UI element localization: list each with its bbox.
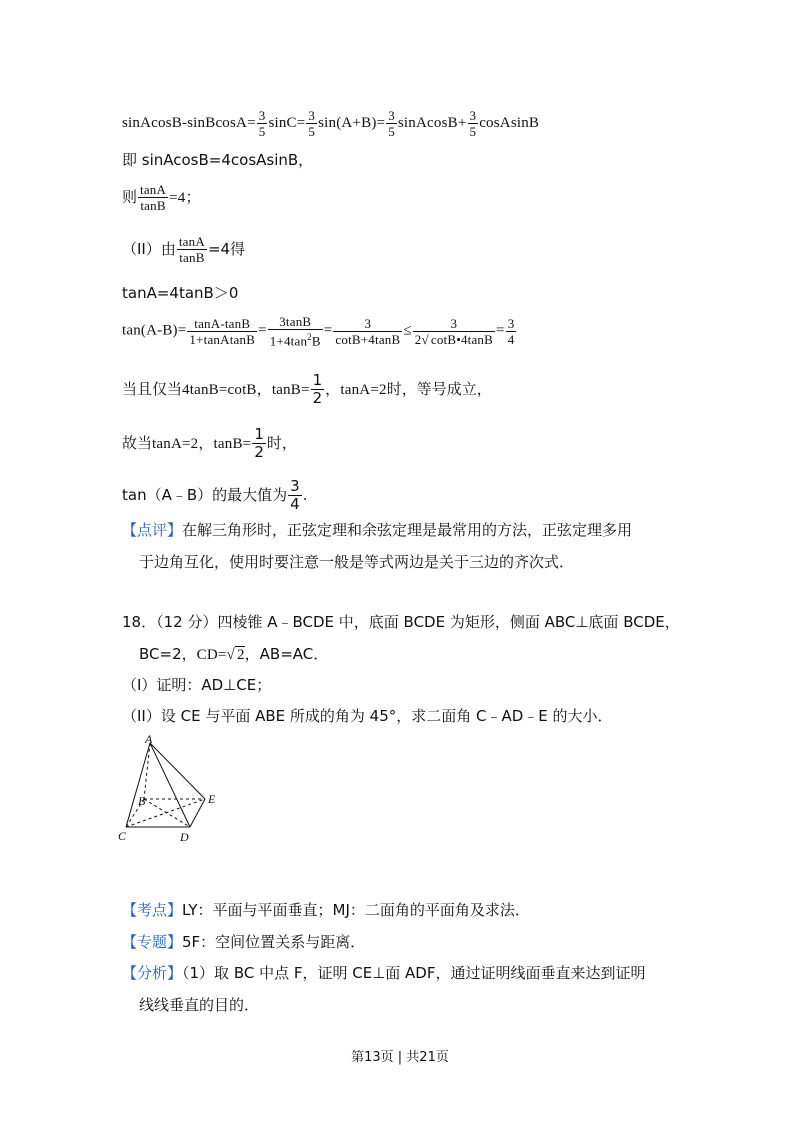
denominator: 5	[258, 124, 266, 139]
vertex-label-C: C	[118, 829, 127, 843]
eq1-part-d: sinAcosB+	[397, 114, 467, 131]
denominator-part: 1+4tan	[269, 333, 308, 349]
question-18-line-1: 18．（12 分）四棱锥 A﹣BCDE 中，底面 BCDE 为矩形，侧面 ABC⊥底面 BCDE，	[122, 613, 680, 631]
equals-sign: =	[496, 322, 505, 339]
text: ，AB=AC．	[244, 645, 329, 663]
fraction	[311, 372, 325, 407]
fenxi-line-2: 线线垂直的目的．	[139, 996, 260, 1014]
edge-AB-hidden	[144, 743, 150, 799]
fraction	[138, 182, 168, 213]
fraction	[306, 108, 317, 139]
kaodian-text: LY：平面与平面垂直；MJ：二面角的平面角及求法．	[182, 901, 530, 919]
denominator: 4	[290, 495, 300, 513]
vertex-label-E: E	[208, 792, 216, 806]
text-line-7	[122, 372, 492, 407]
text: BC=2，	[139, 645, 197, 663]
numerator: tanA	[140, 182, 167, 197]
exponent: 2	[307, 332, 312, 342]
eq1-part-c: sin(A+B)=	[318, 114, 386, 131]
text: 时，	[266, 434, 297, 452]
pyramid-figure	[118, 733, 228, 845]
numerator: 3	[469, 108, 477, 123]
fraction	[252, 426, 266, 461]
eq1-part-a: sinAcosB-sinBcosA=	[122, 114, 256, 131]
prefix: （II）由	[122, 240, 176, 258]
equation-line-3	[122, 182, 201, 213]
denominator: tanB	[179, 250, 205, 265]
denominator-part: B	[311, 333, 321, 349]
numerator: 3	[333, 316, 402, 332]
equation-line-6: tan(A-B)= $\frac{\tan A-\tan B}{\text{1+tanAtanB}}$ = $\frac{3\tan B}{1+4\tan^2B}$ = $\frac{3}{\cot B+4\tan B}$ ≤ $\frac{3}{2√ \cot B•4\tan B}$ = $\frac{3}{4}$	[122, 314, 515, 349]
zhuanti-line	[122, 932, 365, 952]
denominator: 5	[469, 124, 477, 139]
numerator: 1	[312, 371, 323, 389]
leq-sign: ≤	[403, 322, 412, 339]
denominator: 5	[308, 124, 316, 139]
formula: 4tanB=cotB，tanB=	[182, 382, 310, 398]
zhuanti-tag: 【专题】	[122, 933, 183, 951]
fraction	[288, 478, 302, 513]
fenxi-tag: 【分析】	[122, 964, 183, 982]
denominator: tanB	[140, 198, 166, 213]
formula: tanA=2，tanB=	[152, 436, 252, 452]
denominator	[268, 330, 323, 348]
fenxi-text: （1）取 BC 中点 F，证明 CE⊥面 ADF，通过证明线面垂直来达到证明	[182, 964, 646, 982]
numerator: 3	[308, 108, 316, 123]
zhuanti-text: 5F：空间位置关系与距离．	[182, 933, 366, 951]
fraction	[177, 234, 207, 265]
review-text: 在解三角形时，正弦定理和余弦定理是最常用的方法，正弦定理多用	[182, 521, 633, 539]
question-18-part-1: （I）证明：AD⊥CE；	[122, 676, 272, 694]
review-line-1	[122, 520, 632, 540]
kaodian-line	[122, 900, 530, 920]
coefficient: 2	[414, 331, 422, 347]
numerator: 3	[388, 108, 395, 123]
formula: ，tanA=2	[325, 382, 387, 398]
denominator: 4	[507, 331, 515, 347]
vertex-label-D: D	[180, 830, 189, 844]
numerator: tanA-tanB	[187, 316, 257, 332]
denominator: 2	[254, 443, 264, 461]
fenxi-line-1	[122, 963, 646, 983]
edge-DE	[190, 799, 205, 827]
text-line-2: 即 sinAcosB=4cosAsinB，	[122, 151, 314, 169]
question-18-line-2	[139, 644, 328, 665]
text: .	[302, 486, 308, 504]
fraction	[506, 316, 517, 347]
radicand: 2	[236, 647, 245, 663]
prefix: 则	[122, 188, 138, 206]
radicand: cotB•4tanB	[430, 331, 494, 347]
denominator: 1+tanAtanB	[189, 331, 256, 347]
equation-line-1	[122, 108, 539, 139]
numerator: 3	[290, 477, 300, 495]
fraction	[268, 314, 323, 348]
fraction	[413, 316, 495, 347]
eq1-part-b: sinC=	[268, 114, 306, 131]
fraction	[386, 108, 397, 139]
text: 当且仅当	[122, 380, 183, 398]
text: tan（A﹣B）的最大值为	[122, 486, 288, 504]
fraction	[333, 316, 402, 347]
vertex-label-B: B	[138, 794, 146, 808]
edge-AE	[150, 743, 205, 799]
text-line-9	[122, 478, 307, 513]
equation-line-4	[122, 234, 245, 265]
vertex-label-A: A	[145, 733, 153, 746]
numerator: 3tanB	[268, 314, 323, 330]
text: 故当	[122, 434, 153, 452]
denominator: 2√ cotB•4tanB	[414, 331, 494, 347]
numerator: 3	[413, 316, 495, 332]
numerator: tanA	[178, 234, 205, 249]
denominator: 5	[388, 124, 395, 139]
fraction	[468, 108, 479, 139]
review-tag: 【点评】	[122, 521, 183, 539]
text-line-5: tanA=4tanB＞0	[122, 284, 239, 302]
fraction	[187, 316, 257, 347]
suffix: =4；	[169, 190, 201, 206]
numerator: 3	[258, 108, 266, 123]
formula: CD=	[196, 647, 227, 663]
page-footer: 第13页 | 共21页	[351, 1050, 449, 1065]
eq6-lhs: tan(A-B)=	[122, 322, 187, 339]
suffix: =4得	[207, 240, 246, 258]
sqrt-symbol: √	[226, 647, 235, 663]
text: 时，等号成立，	[386, 380, 492, 398]
question-18-part-2: （II）设 CE 与平面 ABE 所成的角为 45°，求二面角 C﹣AD﹣E 的大小．	[122, 707, 613, 725]
denominator: 2	[312, 389, 323, 407]
numerator: 3	[507, 315, 515, 331]
text-line-8	[122, 426, 297, 461]
fraction	[257, 108, 268, 139]
eq1-part-e: cosAsinB	[479, 114, 540, 131]
edge-AC	[126, 743, 150, 827]
kaodian-tag: 【考点】	[122, 901, 183, 919]
review-line-2: 于边角互化，使用时要注意一般是等式两边是关于三边的齐次式．	[139, 553, 575, 571]
numerator: 1	[254, 425, 264, 443]
denominator: cotB+4tanB	[335, 331, 401, 347]
